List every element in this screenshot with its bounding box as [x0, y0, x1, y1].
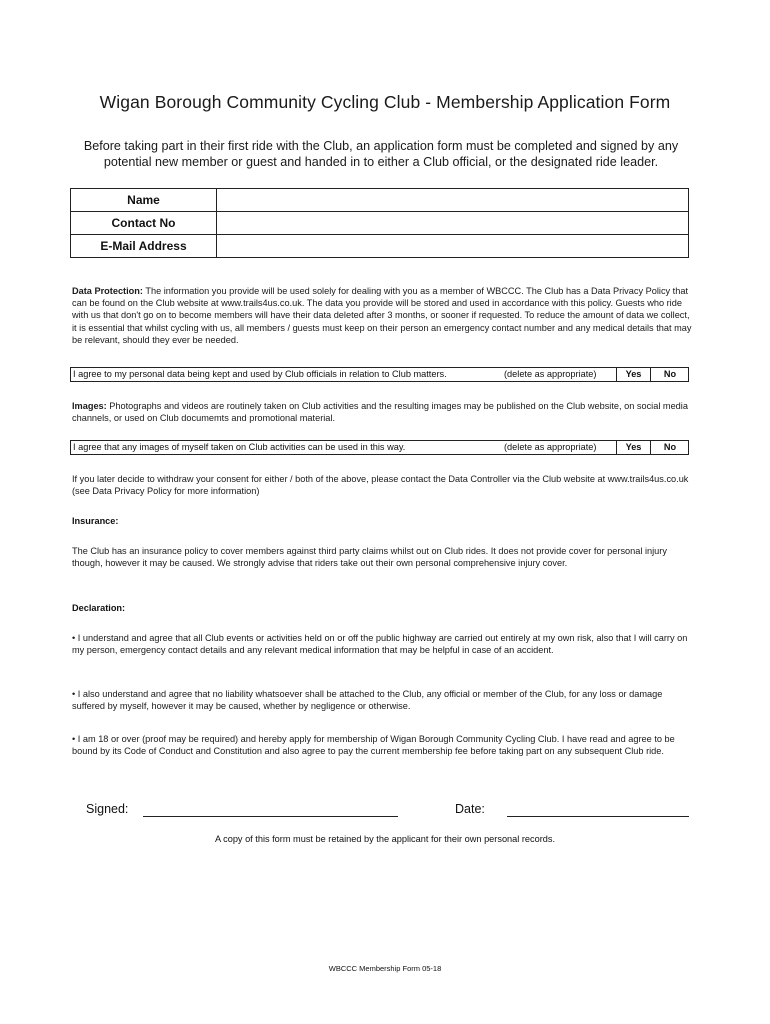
signature-line[interactable]	[143, 816, 398, 817]
page-title: Wigan Borough Community Cycling Club - Membership Application Form	[99, 92, 671, 112]
details-row-contact	[71, 212, 689, 235]
details-table	[70, 188, 689, 258]
declaration-item: • I am 18 or over (proof may be required) and hereby apply for membership of Wigan Borough Community Cycling Club. I have read and agree to be bound by its Code of Conduct and Constitution and also agree to pay the current membership fee before taking part on any subsequent Club ride.	[72, 734, 675, 757]
declaration-item: • I also understand and agree that no liability whatsoever shall be attached to the Club, any official or member of the Club, for any loss or damage suffered by myself, however it may be caused, whether by negligence or otherwise.	[72, 689, 663, 712]
contact-no-label: Contact No	[71, 212, 217, 235]
email-label: E-Mail Address	[71, 235, 217, 258]
footer-form-id: WBCCC Membership Form 05-18	[328, 964, 442, 973]
details-row-email	[71, 235, 689, 258]
declaration-heading: Declaration:	[72, 603, 126, 613]
data-consent-yes-option[interactable]: Yes	[616, 367, 650, 382]
insurance-heading: Insurance:	[72, 516, 119, 526]
data-protection-heading: Data Protection:	[72, 286, 143, 296]
images-consent-row	[70, 440, 689, 455]
details-row-name	[71, 189, 689, 212]
data-consent-delete-note: (delete as appropriate)	[504, 369, 597, 379]
withdraw-consent-text: If you later decide to withdraw your consent for either / both of the above, please contact the Data Controller via the Club website at www.trails4us.co.uk (see Data Privacy Policy for more information)	[72, 474, 689, 497]
date-label: Date:	[455, 802, 485, 816]
insurance-text: The Club has an insurance policy to cover members against third party claims whilst out on Club rides. It does not provide cover for personal injury though, however it may be caused. We strongly advise that riders take out their own personal comprehensive injury cover.	[72, 546, 667, 569]
images-text: Photographs and videos are routinely taken on Club activities and the resulting images may be published on the Club website, on social media channels, or used on Club documemts and promotional material.	[72, 401, 688, 424]
images-consent-delete-note: (delete as appropriate)	[504, 442, 597, 452]
signed-label: Signed:	[86, 802, 129, 816]
data-consent-row	[70, 367, 689, 382]
data-consent-text: I agree to my personal data being kept and used by Club officials in relation to Club matters.	[73, 369, 447, 379]
intro-text: Before taking part in their first ride with the Club, an application form must be completed and signed by any potential new member or guest and handed in to either a Club official, or the designated ride leader.	[83, 139, 679, 169]
email-field[interactable]	[217, 235, 689, 258]
retain-note: A copy of this form must be retained by the applicant for their own personal records.	[214, 834, 556, 844]
contact-no-field[interactable]	[217, 212, 689, 235]
images-paragraph	[72, 400, 692, 424]
images-consent-no-option[interactable]: No	[650, 440, 689, 455]
images-consent-yes-option[interactable]: Yes	[616, 440, 650, 455]
data-consent-no-option[interactable]: No	[650, 367, 689, 382]
images-heading: Images:	[72, 401, 107, 411]
declaration-item: • I understand and agree that all Club events or activities held on or off the public highway are carried out entirely at my own risk, also that I will carry on my person, emergency contact details and any relevant medical information that may be helpful in case of an accident.	[72, 633, 688, 656]
data-protection-text: The information you provide will be used solely for dealing with you as a member of WBCCC. The Club has a Data Privacy Policy that can be found on the Club website at www.trails4us.co.uk. The data you provide will be stored and used in accordance with this policy. Guests who ride with us that don't go on to become members will have their data deleted after 3 months, or sooner if requested. To reduce the amount of data we collect, it is essential that whilst cycling with us, all members / guests must keep on their person an emergency contact number and any medical details that may be relevant, should they ever be needed.	[72, 286, 692, 345]
date-line[interactable]	[507, 816, 689, 817]
name-field[interactable]	[217, 189, 689, 212]
images-consent-text: I agree that any images of myself taken on Club activities can be used in this way.	[73, 442, 406, 452]
name-label: Name	[71, 189, 217, 212]
data-protection-paragraph	[72, 285, 692, 346]
